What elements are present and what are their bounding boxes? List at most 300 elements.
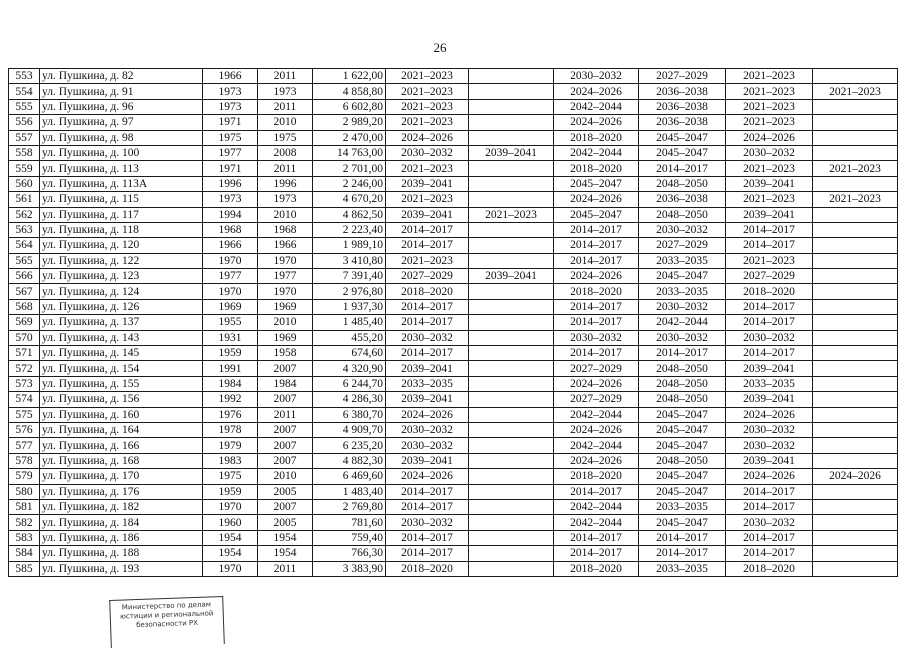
area-cell: 4 862,50 [313,207,386,222]
period-1-cell: 2021–2023 [386,253,469,268]
period-6-cell [813,422,898,437]
area-cell: 6 469,60 [313,469,386,484]
year-renovated-cell: 2011 [258,99,313,114]
period-3-cell: 2042–2044 [554,438,639,453]
period-5-cell: 2030–2032 [726,438,813,453]
row-number-cell: 569 [9,315,40,330]
period-6-cell [813,222,898,237]
year-built-cell: 1971 [203,115,258,130]
table-row [9,453,898,468]
period-5-cell: 2014–2017 [726,484,813,499]
period-3-cell: 2018–2020 [554,469,639,484]
area-cell: 4 670,20 [313,192,386,207]
period-6-cell [813,484,898,499]
table-row [9,315,898,330]
row-number-cell: 573 [9,376,40,391]
period-4-cell: 2014–2017 [639,530,726,545]
period-3-cell: 2045–2047 [554,207,639,222]
table-row [9,530,898,545]
period-1-cell: 2014–2017 [386,315,469,330]
period-5-cell: 2021–2023 [726,84,813,99]
table-row [9,253,898,268]
area-cell: 6 244,70 [313,376,386,391]
period-2-cell [469,161,554,176]
row-number-cell: 563 [9,222,40,237]
address-cell: ул. Пушкина, д. 126 [40,299,203,314]
period-4-cell: 2048–2050 [639,376,726,391]
table-row [9,330,898,345]
year-renovated-cell: 2010 [258,207,313,222]
year-built-cell: 1966 [203,69,258,84]
period-4-cell: 2033–2035 [639,284,726,299]
table-row [9,130,898,145]
period-6-cell [813,130,898,145]
period-1-cell: 2024–2026 [386,469,469,484]
period-4-cell: 2045–2047 [639,438,726,453]
period-2-cell: 2021–2023 [469,207,554,222]
period-1-cell: 2039–2041 [386,361,469,376]
table-row [9,269,898,284]
period-3-cell: 2014–2017 [554,222,639,237]
period-4-cell: 2033–2035 [639,499,726,514]
period-3-cell: 2014–2017 [554,253,639,268]
year-built-cell: 1970 [203,561,258,576]
year-renovated-cell: 1973 [258,192,313,207]
row-number-cell: 579 [9,469,40,484]
period-4-cell: 2048–2050 [639,176,726,191]
period-2-cell [469,407,554,422]
row-number-cell: 568 [9,299,40,314]
table-row [9,392,898,407]
year-built-cell: 1954 [203,546,258,561]
table-row [9,115,898,130]
area-cell: 4 909,70 [313,422,386,437]
row-number-cell: 565 [9,253,40,268]
period-6-cell [813,299,898,314]
table-row [9,238,898,253]
row-number-cell: 566 [9,269,40,284]
year-renovated-cell: 2007 [258,499,313,514]
year-built-cell: 1969 [203,299,258,314]
row-number-cell: 572 [9,361,40,376]
year-built-cell: 1973 [203,192,258,207]
table-row [9,515,898,530]
period-5-cell: 2039–2041 [726,392,813,407]
year-built-cell: 1975 [203,469,258,484]
area-cell: 6 380,70 [313,407,386,422]
period-3-cell: 2014–2017 [554,238,639,253]
period-1-cell: 2014–2017 [386,299,469,314]
period-5-cell: 2021–2023 [726,161,813,176]
year-built-cell: 1977 [203,269,258,284]
stamp-line-3: безопасности РХ [135,618,199,630]
row-number-cell: 564 [9,238,40,253]
period-6-cell [813,453,898,468]
period-1-cell: 2030–2032 [386,438,469,453]
year-renovated-cell: 1958 [258,346,313,361]
address-cell: ул. Пушкина, д. 91 [40,84,203,99]
period-5-cell: 2039–2041 [726,207,813,222]
period-3-cell: 2014–2017 [554,530,639,545]
year-built-cell: 1955 [203,315,258,330]
year-built-cell: 1975 [203,130,258,145]
stamp-line-2: юстиции и региональной [119,609,214,621]
period-4-cell: 2030–2032 [639,222,726,237]
year-renovated-cell: 1975 [258,130,313,145]
area-cell: 7 391,40 [313,269,386,284]
address-cell: ул. Пушкина, д. 122 [40,253,203,268]
table-row [9,69,898,84]
period-5-cell: 2024–2026 [726,469,813,484]
period-5-cell: 2014–2017 [726,315,813,330]
year-renovated-cell: 2010 [258,469,313,484]
year-renovated-cell: 2007 [258,438,313,453]
period-2-cell [469,99,554,114]
year-renovated-cell: 1968 [258,222,313,237]
year-renovated-cell: 2008 [258,145,313,160]
period-1-cell: 2030–2032 [386,145,469,160]
period-5-cell: 2014–2017 [726,346,813,361]
period-6-cell: 2021–2023 [813,192,898,207]
period-3-cell: 2014–2017 [554,299,639,314]
area-cell: 2 701,00 [313,161,386,176]
period-1-cell: 2014–2017 [386,499,469,514]
period-1-cell: 2021–2023 [386,115,469,130]
period-3-cell: 2045–2047 [554,176,639,191]
area-cell: 4 286,30 [313,392,386,407]
year-built-cell: 1970 [203,499,258,514]
period-6-cell: 2021–2023 [813,84,898,99]
period-2-cell [469,284,554,299]
period-4-cell: 2048–2050 [639,453,726,468]
table-row [9,438,898,453]
table-row [9,222,898,237]
address-cell: ул. Пушкина, д. 143 [40,330,203,345]
period-6-cell [813,530,898,545]
period-1-cell: 2014–2017 [386,484,469,499]
period-6-cell: 2024–2026 [813,469,898,484]
period-2-cell [469,376,554,391]
period-3-cell: 2018–2020 [554,284,639,299]
period-2-cell [469,69,554,84]
period-4-cell: 2045–2047 [639,130,726,145]
period-2-cell [469,546,554,561]
year-renovated-cell: 1954 [258,530,313,545]
period-5-cell: 2018–2020 [726,561,813,576]
address-cell: ул. Пушкина, д. 120 [40,238,203,253]
period-4-cell: 2048–2050 [639,392,726,407]
year-built-cell: 1959 [203,484,258,499]
period-5-cell: 2014–2017 [726,499,813,514]
period-6-cell [813,176,898,191]
period-2-cell [469,530,554,545]
address-cell: ул. Пушкина, д. 170 [40,469,203,484]
address-cell: ул. Пушкина, д. 124 [40,284,203,299]
area-cell: 1 483,40 [313,484,386,499]
period-5-cell: 2014–2017 [726,238,813,253]
address-cell: ул. Пушкина, д. 155 [40,376,203,391]
area-cell: 2 769,80 [313,499,386,514]
year-built-cell: 1978 [203,422,258,437]
table-row [9,469,898,484]
area-cell: 1 485,40 [313,315,386,330]
period-2-cell [469,315,554,330]
period-6-cell [813,69,898,84]
period-6-cell [813,546,898,561]
address-cell: ул. Пушкина, д. 166 [40,438,203,453]
area-cell: 3 383,90 [313,561,386,576]
period-1-cell: 2021–2023 [386,161,469,176]
row-number-cell: 559 [9,161,40,176]
area-cell: 2 989,20 [313,115,386,130]
period-5-cell: 2018–2020 [726,284,813,299]
table-row [9,407,898,422]
period-5-cell: 2014–2017 [726,299,813,314]
year-renovated-cell: 2010 [258,315,313,330]
area-cell: 1 937,30 [313,299,386,314]
row-number-cell: 584 [9,546,40,561]
period-5-cell: 2021–2023 [726,192,813,207]
table-row [9,561,898,576]
address-cell: ул. Пушкина, д. 164 [40,422,203,437]
period-1-cell: 2018–2020 [386,561,469,576]
year-renovated-cell: 1984 [258,376,313,391]
period-3-cell: 2024–2026 [554,422,639,437]
period-5-cell: 2024–2026 [726,130,813,145]
period-1-cell: 2024–2026 [386,130,469,145]
year-built-cell: 1954 [203,530,258,545]
ministry-stamp [109,596,225,648]
period-3-cell: 2027–2029 [554,392,639,407]
year-built-cell: 1983 [203,453,258,468]
address-cell: ул. Пушкина, д. 115 [40,192,203,207]
year-renovated-cell: 2007 [258,453,313,468]
period-2-cell: 2039–2041 [469,145,554,160]
period-3-cell: 2024–2026 [554,192,639,207]
year-built-cell: 1966 [203,238,258,253]
address-cell: ул. Пушкина, д. 160 [40,407,203,422]
year-renovated-cell: 1977 [258,269,313,284]
table-row [9,499,898,514]
period-3-cell: 2042–2044 [554,407,639,422]
row-number-cell: 574 [9,392,40,407]
period-1-cell: 2039–2041 [386,392,469,407]
period-3-cell: 2018–2020 [554,561,639,576]
period-4-cell: 2030–2032 [639,330,726,345]
year-built-cell: 1931 [203,330,258,345]
year-built-cell: 1973 [203,84,258,99]
period-4-cell: 2045–2047 [639,515,726,530]
period-3-cell: 2018–2020 [554,161,639,176]
row-number-cell: 581 [9,499,40,514]
period-3-cell: 2030–2032 [554,69,639,84]
table-row [9,361,898,376]
period-2-cell [469,222,554,237]
year-renovated-cell: 2005 [258,515,313,530]
year-renovated-cell: 1969 [258,330,313,345]
address-cell: ул. Пушкина, д. 137 [40,315,203,330]
table-row [9,376,898,391]
table-row [9,161,898,176]
address-cell: ул. Пушкина, д. 184 [40,515,203,530]
area-cell: 781,60 [313,515,386,530]
area-cell: 2 976,80 [313,284,386,299]
row-number-cell: 555 [9,99,40,114]
table-row [9,99,898,114]
period-4-cell: 2045–2047 [639,145,726,160]
period-1-cell: 2021–2023 [386,69,469,84]
period-4-cell: 2027–2029 [639,238,726,253]
year-built-cell: 1979 [203,438,258,453]
period-6-cell [813,330,898,345]
year-built-cell: 1971 [203,161,258,176]
period-5-cell: 2024–2026 [726,407,813,422]
year-built-cell: 1994 [203,207,258,222]
period-3-cell: 2024–2026 [554,453,639,468]
year-built-cell: 1959 [203,346,258,361]
period-1-cell: 2014–2017 [386,238,469,253]
period-2-cell [469,453,554,468]
year-renovated-cell: 1973 [258,84,313,99]
address-cell: ул. Пушкина, д. 113 [40,161,203,176]
address-cell: ул. Пушкина, д. 168 [40,453,203,468]
row-number-cell: 577 [9,438,40,453]
period-6-cell [813,499,898,514]
period-3-cell: 2014–2017 [554,346,639,361]
address-cell: ул. Пушкина, д. 82 [40,69,203,84]
year-built-cell: 1977 [203,145,258,160]
period-2-cell [469,469,554,484]
area-cell: 455,20 [313,330,386,345]
table-row [9,192,898,207]
period-2-cell [469,253,554,268]
address-cell: ул. Пушкина, д. 117 [40,207,203,222]
period-5-cell: 2030–2032 [726,330,813,345]
period-3-cell: 2014–2017 [554,546,639,561]
period-3-cell: 2042–2044 [554,499,639,514]
year-renovated-cell: 2007 [258,361,313,376]
area-cell: 6 235,20 [313,438,386,453]
row-number-cell: 562 [9,207,40,222]
year-renovated-cell: 1996 [258,176,313,191]
table-row [9,176,898,191]
period-5-cell: 2014–2017 [726,222,813,237]
address-cell: ул. Пушкина, д. 156 [40,392,203,407]
period-2-cell [469,130,554,145]
year-built-cell: 1984 [203,376,258,391]
year-built-cell: 1991 [203,361,258,376]
period-1-cell: 2018–2020 [386,284,469,299]
period-2-cell [469,192,554,207]
period-6-cell [813,284,898,299]
period-2-cell [469,84,554,99]
table-row [9,84,898,99]
row-number-cell: 567 [9,284,40,299]
year-built-cell: 1976 [203,407,258,422]
year-renovated-cell: 2007 [258,392,313,407]
period-4-cell: 2014–2017 [639,546,726,561]
period-5-cell: 2014–2017 [726,546,813,561]
page-number: 26 [433,40,447,55]
row-number-cell: 558 [9,145,40,160]
period-4-cell: 2042–2044 [639,315,726,330]
period-1-cell: 2030–2032 [386,330,469,345]
period-4-cell: 2045–2047 [639,269,726,284]
period-2-cell [469,238,554,253]
period-1-cell: 2039–2041 [386,453,469,468]
year-built-cell: 1968 [203,222,258,237]
period-2-cell [469,438,554,453]
period-3-cell: 2030–2032 [554,330,639,345]
year-renovated-cell: 2011 [258,161,313,176]
period-1-cell: 2014–2017 [386,530,469,545]
period-2-cell [469,361,554,376]
period-5-cell: 2039–2041 [726,453,813,468]
year-built-cell: 1992 [203,392,258,407]
housing-register-table [8,68,898,577]
period-1-cell: 2021–2023 [386,99,469,114]
row-number-cell: 585 [9,561,40,576]
address-cell: ул. Пушкина, д. 176 [40,484,203,499]
table-row [9,145,898,160]
area-cell: 2 470,00 [313,130,386,145]
table-row [9,284,898,299]
period-3-cell: 2018–2020 [554,130,639,145]
area-cell: 14 763,00 [313,145,386,160]
period-2-cell [469,515,554,530]
area-cell: 4 858,80 [313,84,386,99]
period-2-cell [469,422,554,437]
period-1-cell: 2039–2041 [386,207,469,222]
area-cell: 674,60 [313,346,386,361]
period-5-cell: 2027–2029 [726,269,813,284]
table-row [9,422,898,437]
year-renovated-cell: 1966 [258,238,313,253]
area-cell: 4 882,30 [313,453,386,468]
period-4-cell: 2048–2050 [639,207,726,222]
period-6-cell [813,207,898,222]
period-1-cell: 2014–2017 [386,222,469,237]
year-built-cell: 1973 [203,99,258,114]
table-row [9,484,898,499]
area-cell: 766,30 [313,546,386,561]
period-5-cell: 2039–2041 [726,176,813,191]
year-renovated-cell: 1970 [258,284,313,299]
year-built-cell: 1970 [203,284,258,299]
year-built-cell: 1970 [203,253,258,268]
year-renovated-cell: 2011 [258,407,313,422]
row-number-cell: 557 [9,130,40,145]
period-1-cell: 2027–2029 [386,269,469,284]
year-renovated-cell: 2007 [258,422,313,437]
area-cell: 6 602,80 [313,99,386,114]
period-3-cell: 2024–2026 [554,269,639,284]
year-renovated-cell: 1969 [258,299,313,314]
row-number-cell: 575 [9,407,40,422]
address-cell: ул. Пушкина, д. 123 [40,269,203,284]
row-number-cell: 553 [9,69,40,84]
period-2-cell [469,299,554,314]
period-6-cell [813,315,898,330]
area-cell: 2 223,40 [313,222,386,237]
period-3-cell: 2042–2044 [554,145,639,160]
period-6-cell [813,438,898,453]
stamp-line-1: Министерство по делам [121,600,212,612]
table-row [9,207,898,222]
address-cell: ул. Пушкина, д. 100 [40,145,203,160]
period-5-cell: 2021–2023 [726,99,813,114]
period-6-cell [813,561,898,576]
